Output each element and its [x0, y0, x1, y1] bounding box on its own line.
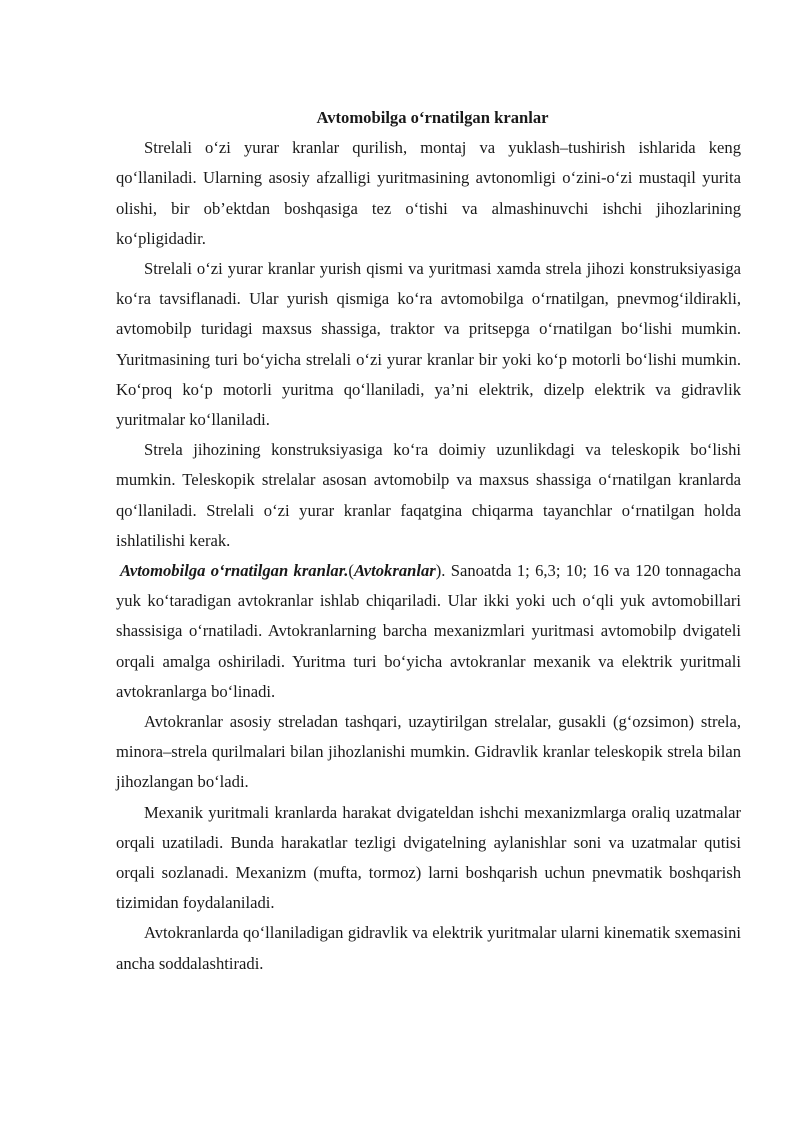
- paragraph-lead-heading: Avtomobilga o‘rnatilgan kranlar.: [120, 561, 349, 581]
- paragraph-1: Strelali o‘zi yurar kranlar qurilish, montaj va yuklash–tushirish ishlarida keng qo‘llaniladi. Ularning asosiy afzalligi yuritmasining avtonomligi o‘zini-o‘zi mustaqil yurita olishi, bir ob’ektdan boshqasiga tez o‘tishi va almashinuvchi ishchi jihozlarining ko‘pligidadir.: [116, 138, 741, 248]
- paragraph-6: Mexanik yuritmali kranlarda harakat dvigateldan ishchi mexanizmlarga oraliq uzatmalar orqali uzatiladi. Bunda harakatlar tezligi dvigatelning aylanishlar soni va uzatmalar qutisi orqali sozlanadi. Mexanizm (mufta, tormoz) larni boshqarish uchun pnevmatik boshqarish tizimidan foydalaniladi.: [116, 802, 741, 913]
- paragraph-7: Avtokranlarda qo‘llaniladigan gidravlik va elektrik yuritmalar ularni kinematik sxemasini ancha soddalashtiradi.: [116, 923, 741, 973]
- paragraph-body: ). Sanoatda 1; 6,3; 10; 16 va 120 tonnagacha yuk ko‘taradigan avtokranlar ishlab chiqariladi. Ular ikki yoki uch o‘qli yuk avtomobillari shassisiga o‘rnatiladi. Avtokranlarning barcha mexanizmlari yuritmasi avtomobilp dvigateli orqali amalga oshiriladi. Yuritma turi bo‘yicha avtokranlar mexanik va elektrik yuritmali avtokranlarga bo‘linadi.: [116, 561, 741, 701]
- paragraph-term: Avtokranlar: [353, 561, 436, 581]
- document-page: [116, 103, 741, 979]
- paragraph-avtokranlar: [116, 556, 741, 707]
- paragraph-2: Strelali o‘zi yurar kranlar yurish qismi va yuritmasi xamda strela jihozi konstruksiyasiga ko‘ra tavsiflanadi. Ular yurish qismiga ko‘ra avtomobilga o‘rnatilgan, pnevmog‘ildirakli, avtomobilp turidagi maxsus shassiga, traktor va pritsepga o‘rnatilgan bo‘lishi mumkin. Yuritmasining turi bo‘yicha strelali o‘zi yurar kranlar bir yoki ko‘p motorli bo‘lishi mumkin. Ko‘proq ko‘p motorli yuritma qo‘llaniladi, ya’ni elektrik, dizelp elektrik va gidravlik yuritmalar ko‘llaniladi.: [116, 259, 741, 430]
- document-title: Avtomobilga o‘rnatilgan kranlar: [316, 108, 549, 127]
- paragraph-3: Strela jihozining konstruksiyasiga ko‘ra doimiy uzunlikdagi va teleskopik bo‘lishi mumkin. Teleskopik strelalar asosan avtomobilp va maxsus shassiga o‘rnatilgan kranlarda qo‘llaniladi. Strelali o‘zi yurar kranlar faqatgina chiqarma tayanchlar o‘rnatilgan holda ishlatilishi kerak.: [116, 440, 741, 550]
- paragraph-5: Avtokranlar asosiy streladan tashqari, uzaytirilgan strelalar, gusakli (g‘ozsimon) strela, minora–strela qurilmalari bilan jihozlanishi mumkin. Gidravlik kranlar teleskopik strela bilan jihozlangan bo‘ladi.: [116, 712, 741, 792]
- paragraph-open-paren: (: [348, 561, 354, 581]
